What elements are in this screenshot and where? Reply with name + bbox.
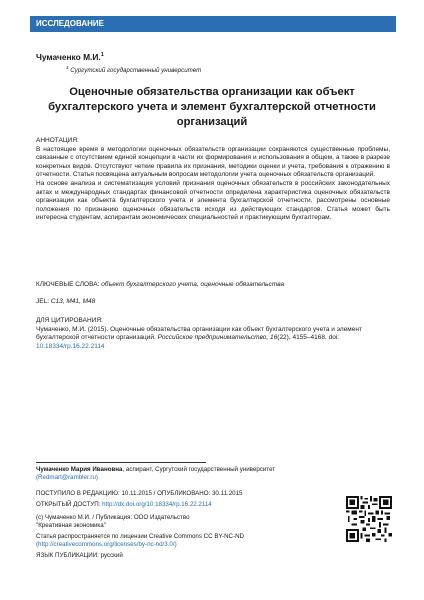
author-name (36, 52, 104, 62)
abstract (36, 137, 390, 223)
citation-journal: Российское предпринимательство, 16 (157, 334, 278, 342)
copyright-text: (c) Чумаченко М.И. / Публикация: ООО Издательство (36, 514, 190, 521)
affiliation-sup: 1 (66, 65, 69, 70)
copyright (36, 514, 286, 531)
abstract-paragraph-2: На основе анализа и систематизация условий признания оценочных обязательств в российских законодательных актах и международных стандартах финансовой отчетности определена характеристика оценочных обязательств организации как объекта бухгалтерского учета и элемента бухгалтерской отчетности, рассмотрены основные положения по признанию оценочных обязательств исходя из действующих стандартов. Статья может быть интересна студентам, аспирантам экономических специальностей и практикующим бухгалтерам. (36, 179, 390, 222)
author-info (36, 466, 286, 483)
publication-dates: ПОСТУПИЛО В РЕДАКЦИЮ: 10.11.2015 / ОПУБЛИКОВАНО: 30.11.2015 (36, 490, 243, 497)
keywords-label: КЛЮЧЕВЫЕ СЛОВА: (36, 281, 100, 288)
license-link[interactable]: (http://creativecommons.org/licenses/by-nc-nd/3.0/) (36, 541, 177, 549)
publication-language: ЯЗЫК ПУБЛИКАЦИИ: русский (36, 552, 123, 559)
footer-divider (36, 462, 206, 463)
keywords-text: объект бухгалтерского учета, оценочные обязательства (101, 281, 285, 288)
citation-text: Чумаченко, М.И. (2015). Оценочные обязательства организации как объект бухгалтерского учета и элемент бухгалтерской отчетности организаций. (36, 325, 362, 342)
citation-body (36, 326, 390, 352)
article-title: Оценочные обязательства организации как объект бухгалтерского учета и элемент бухгалтерской отчетности организаций (48, 86, 376, 128)
citation-issue: (22), 4155–4168. doi: (277, 334, 340, 342)
citation-doi-link[interactable]: 10.18334/rp.16.22.2114 (36, 342, 105, 350)
open-access (36, 501, 286, 509)
publisher-name: "Креативная экономика" (36, 522, 106, 530)
qr-code-icon (346, 496, 392, 542)
keywords (36, 281, 390, 290)
affiliation-text: Сургутский государственный университет (70, 67, 202, 75)
abstract-paragraph-1: В настоящее время в методологии оценочных обязательств организации сохраняются существенные проблемы, связанные с отсутствием единой концепции в части их формирования и использования в общем, а также в разрезе конкретных видов. Отсутствуют четкие правила их признания, методики оценки и учета, требования к отражению в отчетности. Статья посвящена актуальным вопросам методологии учета оценочных обязательств организаций. (36, 145, 390, 179)
section-banner: ИССЛЕДОВАНИЕ (30, 16, 396, 32)
author-sup: 1 (100, 52, 104, 59)
author-full-name: Чумаченко Мария Ивановна (36, 466, 123, 473)
open-access-label: ОТКРЫТЫЙ ДОСТУП: (36, 501, 101, 508)
open-access-link[interactable]: http://dx.doi.org/10.18334/rp.16.22.2114 (102, 501, 212, 508)
citation-label: ДЛЯ ЦИТИРОВАНИЯ: (36, 317, 103, 324)
license-text: Статья распространяется по лицензии Creative Commons CC BY-NC-ND (36, 533, 245, 540)
author-description: , аспирант, Сургутский государственный университет (122, 466, 276, 473)
jel-value: C13, M41, M48 (50, 298, 96, 305)
jel-label: JEL: (36, 298, 50, 305)
license (36, 533, 286, 550)
author-name-text: Чумаченко М.И. (36, 52, 101, 62)
author-email[interactable]: (Redmart@rambler.ru) (36, 474, 98, 482)
affiliation (66, 65, 201, 74)
abstract-label: АННОТАЦИЯ: (36, 137, 79, 144)
citation (36, 317, 390, 351)
jel-codes (36, 298, 390, 307)
